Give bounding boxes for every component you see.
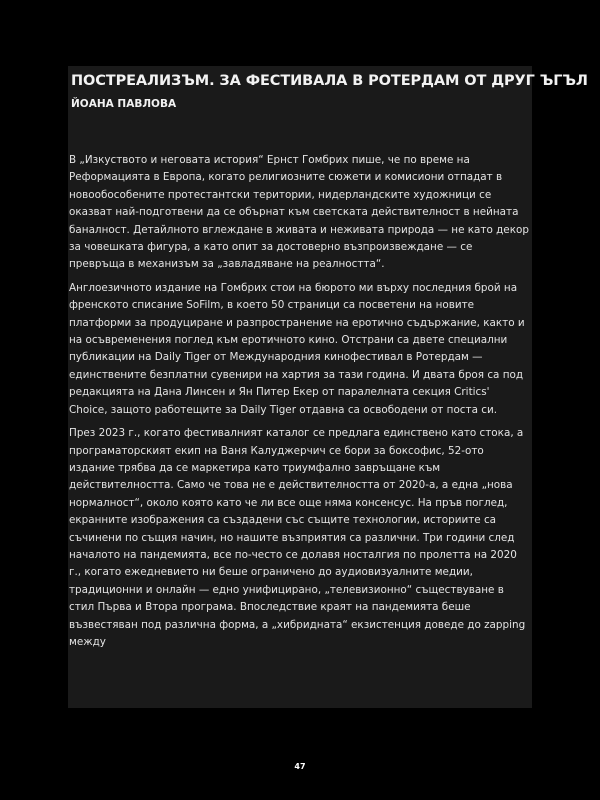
article-panel [68, 66, 588, 708]
article-title: ПОСТРЕАЛИЗЪМ. ЗА ФЕСТИВАЛА В РОТЕРДАМ ОТ ДРУГ ЪГЪЛ [71, 73, 588, 89]
paragraph-1: В „Изкуството и неговата история“ Ернст Гомбрих пише, че по време на Реформацията в Европа, когато религиозните сюжети и комисиони отпадат в новообособените протестантски територии, нидерландските художници се оказват най-подготвени да се обърнат към светската действителност в нейната баналност. Детайлното вглеждане в живата и неживата природа — не като декор за човешката фигура, а като опит за достоверно възпроизвеждане — се превръща в механизъм за „завладяване на реалността“. [69, 154, 529, 271]
article-body [69, 152, 531, 657]
paragraph-2: Англоезичното издание на Гомбрих стои на бюрото ми върху последния брой на френското списание SoFilm, в което 50 страници са посветени на новите платформи за продуциране и разпространение на еротично съдържание, както и на осъвременения поглед към еротичното кино. Отстрани са двете специални публикации на Daily Tiger от Международния кинофестивал в Ротердам — единствените безплатни сувенири на хартия за тази година. И двата броя са под редакцията на Дана Линсен и Ян Питер Екер от паралелната секция Critics' Choice, защото работещите за Daily Tiger отдавна са освободени от поста си. [69, 281, 525, 416]
page-number: 47 [294, 762, 306, 771]
paragraph-3: През 2023 г., когато фестивалният каталог се предлага единствено като стока, а програматорският екип на Ваня Калуджерчич се бори за боксофис, 52-ото издание трябва да се маркетира като триумфално завръщане към действителността. Само че това не е действителността от 2020-а, а една „нова нормалност“, около която като че ли все още няма консенсус. На пръв поглед, екранните изображения са създадени със същите технологии, историите са съчинени по същия начин, но нашите възприятия са различни. Три години след началото на пандемията, все по-често се долавя носталгия по пролетта на 2020 г., когато ежедневието ни беше ограничено до аудиовизуалните медии, традиционни и онлайн — едно унифицирано, „телевизионно“ съществуване в стил Първа и Втора програма. Впоследствие краят на пандемията беше възвестяван под различна форма, а „хибридната“ екзистенция доведе до zapping между [69, 427, 526, 648]
article-author: ЙОАНА ПАВЛОВА [71, 98, 177, 110]
